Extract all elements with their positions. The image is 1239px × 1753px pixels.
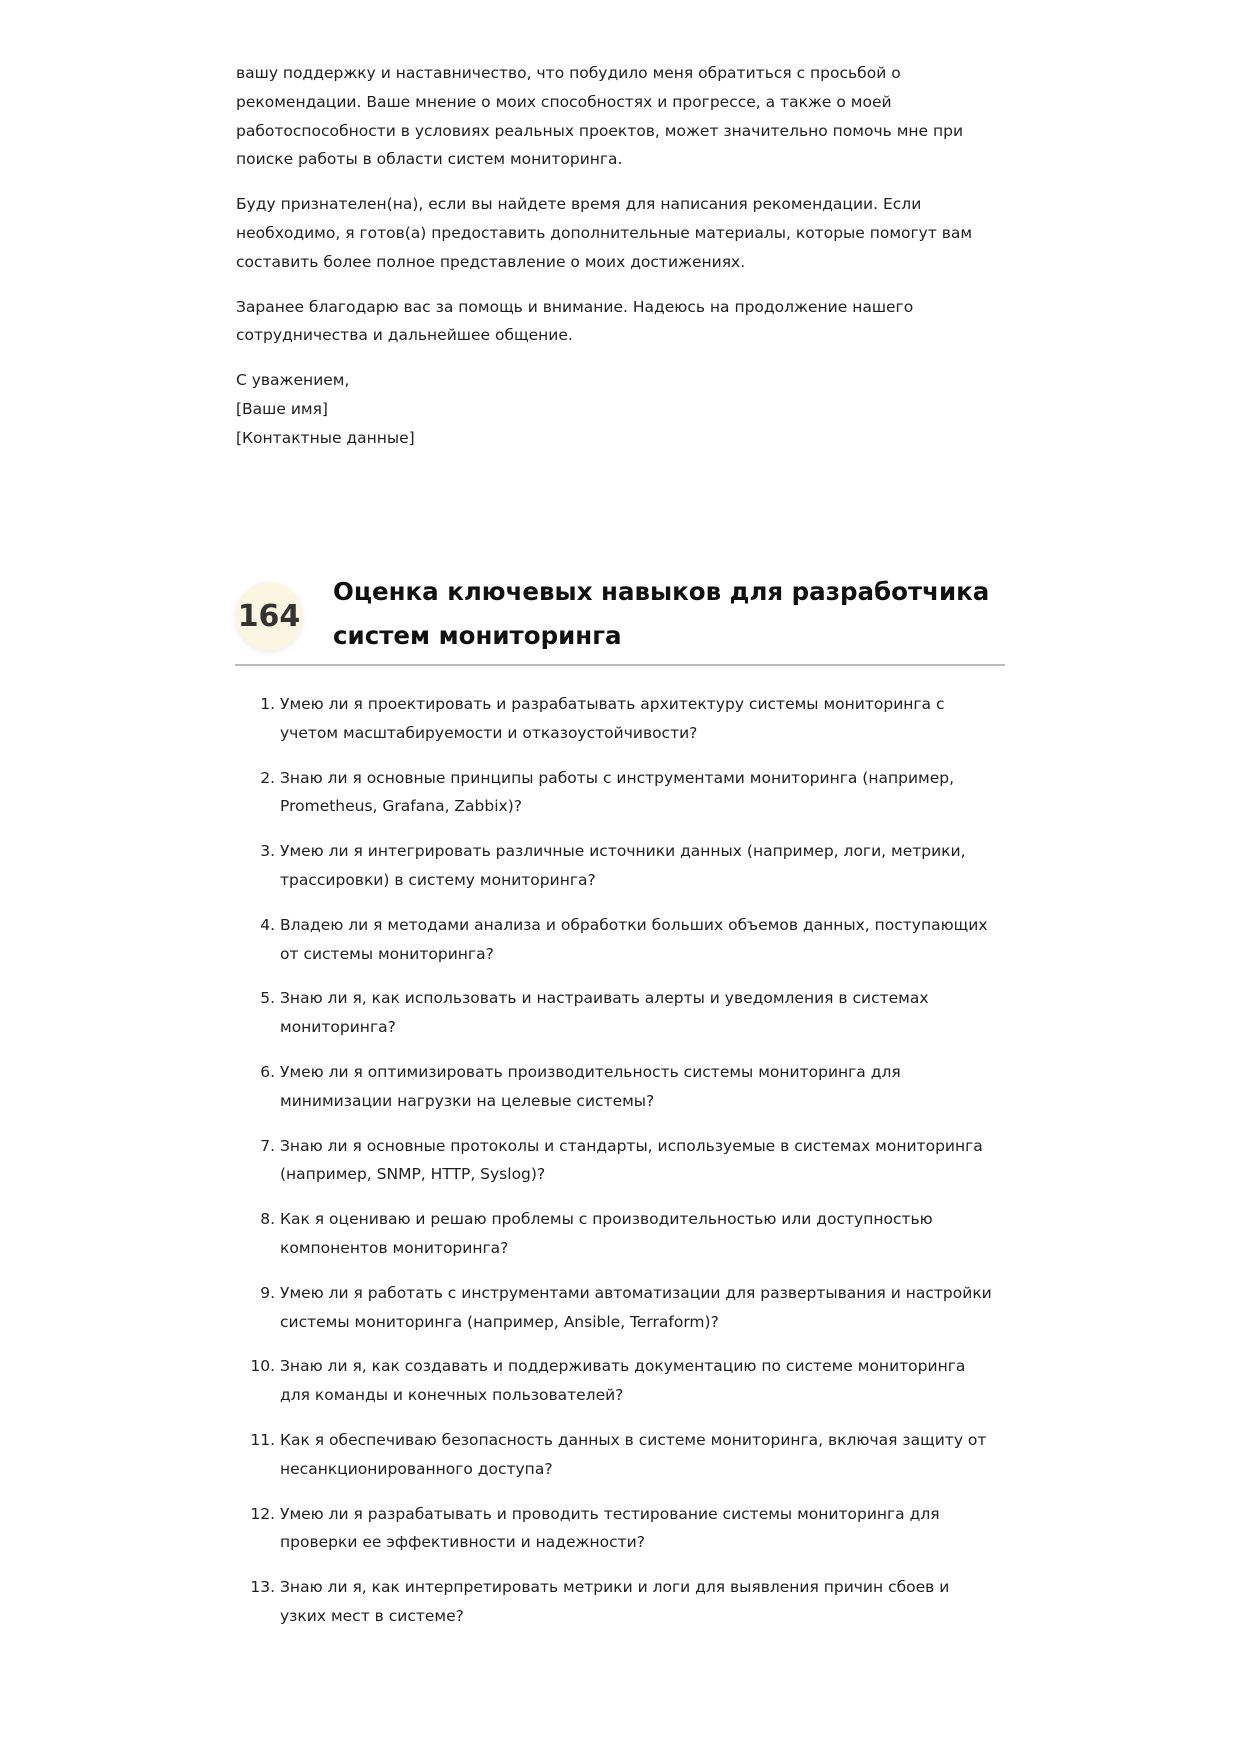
list-item xyxy=(235,690,1000,748)
item-text: Умею ли я разрабатывать и проводить тестирование системы мониторинга для проверки ее эффективности и надежности? xyxy=(280,1504,940,1552)
list-item xyxy=(235,1426,1000,1484)
section xyxy=(235,570,1005,1647)
list-item xyxy=(235,764,1000,822)
divider xyxy=(235,664,1005,666)
signature-line: С уважением, xyxy=(236,371,350,390)
item-number: 2. xyxy=(260,768,275,787)
signature xyxy=(236,366,1006,452)
paragraph: вашу поддержку и наставничество, что побудило меня обратиться с просьбой о рекомендации. Ваше мнение о моих способностях и прогрессе, а также о моей работоспособности в условиях реальных проектов, может значительно помочь мне при поиске работы в области систем мониторинга. xyxy=(236,64,964,169)
question-list xyxy=(235,690,1005,1631)
item-number: 8. xyxy=(260,1210,275,1229)
list-item xyxy=(235,837,1000,895)
list-item xyxy=(235,984,1000,1042)
paragraph: Заранее благодарю вас за помощь и внимание. Надеюсь на продолжение нашего сотрудничества и дальнейшее общение. xyxy=(236,297,914,345)
item-number: 5. xyxy=(260,989,275,1008)
paragraph: Буду признателен(на), если вы найдете время для написания рекомендации. Если необходимо, я готов(а) предоставить дополнительные материалы, которые помогут вам составить более полное представление о моих достижениях. xyxy=(236,195,973,271)
item-text: Знаю ли я, как использовать и настраивать алерты и уведомления в системах мониторинга? xyxy=(280,989,929,1037)
list-item xyxy=(235,1352,1000,1410)
item-text: Знаю ли я, как создавать и поддерживать документацию по системе мониторинга для команды и конечных пользователей? xyxy=(280,1357,966,1405)
item-number: 4. xyxy=(260,915,275,934)
signature-line: [Контактные данные] xyxy=(236,428,415,447)
section-number-badge: 164 xyxy=(235,582,303,650)
list-item xyxy=(235,1279,1000,1337)
signature-line: [Ваше имя] xyxy=(236,399,328,418)
list-item xyxy=(235,1205,1000,1263)
item-number: 1. xyxy=(260,695,275,713)
item-number: 3. xyxy=(260,842,275,861)
item-number: 7. xyxy=(260,1136,275,1155)
item-text: Умею ли я проектировать и разрабатывать архитектуру системы мониторинга с учетом масштабируемости и отказоустойчивости? xyxy=(280,695,945,742)
section-title: Оценка ключевых навыков для разработчика систем мониторинга xyxy=(333,577,990,650)
item-text: Знаю ли я, как интерпретировать метрики и логи для выявления причин сбоев и узких мест в системе? xyxy=(280,1578,950,1625)
item-number: 12. xyxy=(250,1504,275,1523)
list-item xyxy=(235,1132,1000,1190)
item-text: Знаю ли я основные принципы работы с инструментами мониторинга (например, Prometheus, Grafana, Zabbix)? xyxy=(280,768,955,816)
item-text: Владею ли я методами анализа и обработки больших объемов данных, поступающих от системы мониторинга? xyxy=(280,915,988,963)
letter-body xyxy=(236,59,1006,453)
item-number: 9. xyxy=(260,1283,275,1302)
list-item xyxy=(235,1058,1000,1116)
item-number: 13. xyxy=(250,1578,275,1597)
item-text: Умею ли я оптимизировать производительность системы мониторинга для минимизации нагрузки на целевые системы? xyxy=(280,1062,901,1110)
list-item xyxy=(235,1573,1000,1631)
item-number: 10. xyxy=(250,1357,275,1376)
item-number: 11. xyxy=(250,1430,275,1449)
item-text: Как я оцениваю и решаю проблемы с производительностью или доступностью компонентов мониторинга? xyxy=(280,1210,933,1257)
item-text: Как я обеспечиваю безопасность данных в системе мониторинга, включая защиту от несанкционированного доступа? xyxy=(280,1430,987,1478)
list-item xyxy=(235,911,1000,969)
item-text: Умею ли я интегрировать различные источники данных (например, логи, метрики, трассировки) в систему мониторинга? xyxy=(280,842,966,889)
item-text: Знаю ли я основные протоколы и стандарты, используемые в системах мониторинга (например, SNMP, HTTP, Syslog)? xyxy=(280,1136,983,1184)
item-number: 6. xyxy=(260,1062,275,1081)
item-text: Умею ли я работать с инструментами автоматизации для развертывания и настройки системы мониторинга (например, Ansible, Terraform)? xyxy=(280,1283,992,1331)
list-item xyxy=(235,1500,1000,1558)
